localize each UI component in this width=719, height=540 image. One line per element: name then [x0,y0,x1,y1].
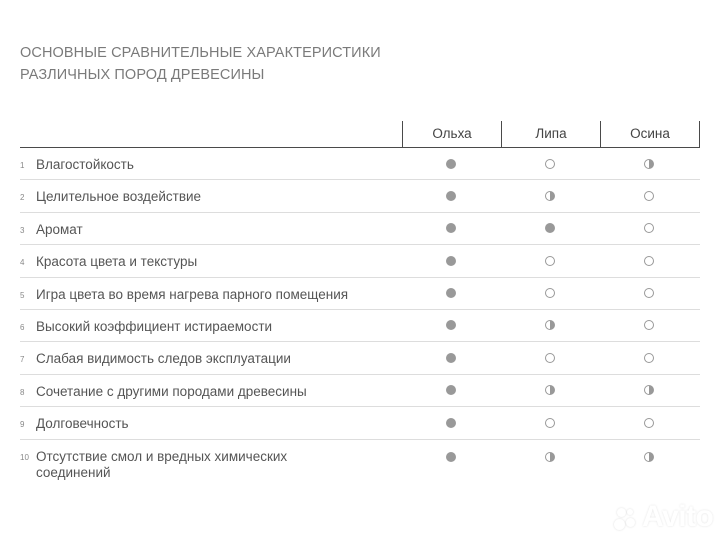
filled-circle-icon [446,320,456,330]
table-row [20,375,700,407]
row-number: 4 [20,258,25,268]
empty-circle-icon [545,353,555,363]
table-row [20,278,700,310]
empty-circle-icon [644,353,654,363]
row-label: Игра цвета во время нагрева парного помещения [36,286,349,302]
table-row [20,180,700,212]
comparison-table [20,121,700,484]
table-row [20,213,700,245]
page-title [20,43,381,86]
table-row [20,440,700,484]
empty-circle-icon [644,223,654,233]
row-label: Влагостойкость [36,157,134,172]
avito-logo-icon [612,505,640,531]
row-number: 8 [20,387,25,397]
filled-circle-icon [446,385,456,395]
rating-cell [501,310,599,341]
row-number: 2 [20,193,25,203]
table-row [20,245,700,277]
rating-cell [501,278,599,309]
filled-circle-icon [446,256,456,266]
row-label: Сочетание с другими породами древесины [36,383,307,399]
title-line-1: ОСНОВНЫЕ СРАВНИТЕЛЬНЫЕ ХАРАКТЕРИСТИКИ [20,45,381,61]
rating-cell [501,245,599,276]
rating-cell [402,310,500,341]
row-label: Долговечность [36,416,129,432]
rating-cell [402,375,500,406]
column-header-lipa: Липа [501,121,600,147]
row-number: 6 [20,322,25,332]
rating-cell [501,213,599,244]
filled-circle-icon [446,159,456,169]
rating-cell [600,278,698,309]
filled-circle-icon [446,288,456,298]
rating-cell [402,407,500,438]
table-row [20,310,700,342]
empty-circle-icon [545,418,555,428]
rating-cell [600,245,698,276]
rating-cell [501,440,599,474]
rating-cell [402,213,500,244]
rating-cell [600,407,698,438]
rating-cell [501,407,599,438]
column-header-olkha: Ольха [402,121,501,147]
empty-circle-icon [545,159,555,169]
rating-cell [402,245,500,276]
row-label: Целительное воздействие [36,189,202,205]
rating-cell [501,342,599,373]
rating-cell [402,278,500,309]
rating-cell [600,180,698,211]
rating-cell [501,375,599,406]
empty-circle-icon [644,288,654,298]
watermark: Avito [642,500,714,533]
row-label: Отсутствие смол и вредных химических соединений [36,448,288,480]
empty-circle-icon [644,418,654,428]
row-number: 1 [20,161,25,170]
title-line-2: РАЗЛИЧНЫХ ПОРОД ДРЕВЕСИНЫ [20,66,265,83]
rating-cell [402,180,500,211]
row-label: Аромат [36,221,83,237]
half-filled-circle-icon [545,191,555,201]
row-number: 7 [20,355,25,365]
row-number: 10 [20,452,29,462]
rating-cell [402,342,500,373]
half-filled-circle-icon [545,452,555,462]
filled-circle-icon [446,353,456,363]
table-row [20,342,700,374]
rating-cell [600,375,698,406]
table-body [20,148,700,484]
empty-circle-icon [545,288,555,298]
empty-circle-icon [644,256,654,266]
table-header [20,121,700,148]
half-filled-circle-icon [545,320,555,330]
row-label: Высокий коэффициент истираемости [36,318,273,334]
rating-cell [402,148,500,179]
row-number: 3 [20,225,25,235]
filled-circle-icon [446,418,456,428]
rating-cell [600,213,698,244]
row-number: 5 [20,290,25,300]
half-filled-circle-icon [545,385,555,395]
rating-cell [600,148,698,179]
rating-cell [501,148,599,179]
half-filled-circle-icon [644,452,654,462]
half-filled-circle-icon [644,159,654,169]
filled-circle-icon [545,223,555,233]
rating-cell [600,342,698,373]
filled-circle-icon [446,452,456,462]
empty-circle-icon [644,191,654,201]
rating-cell [600,310,698,341]
table-row [20,407,700,439]
row-label: Слабая видимость следов эксплуатации [36,351,291,367]
column-header-osina: Осина [600,121,700,147]
empty-circle-icon [644,320,654,330]
half-filled-circle-icon [644,385,654,395]
row-label: Красота цвета и текстуры [36,254,198,270]
rating-cell [600,440,698,474]
rating-cell [501,180,599,211]
rating-cell [402,440,500,474]
filled-circle-icon [446,223,456,233]
table-row [20,148,700,180]
row-number: 9 [20,420,25,430]
empty-circle-icon [545,256,555,266]
filled-circle-icon [446,191,456,201]
